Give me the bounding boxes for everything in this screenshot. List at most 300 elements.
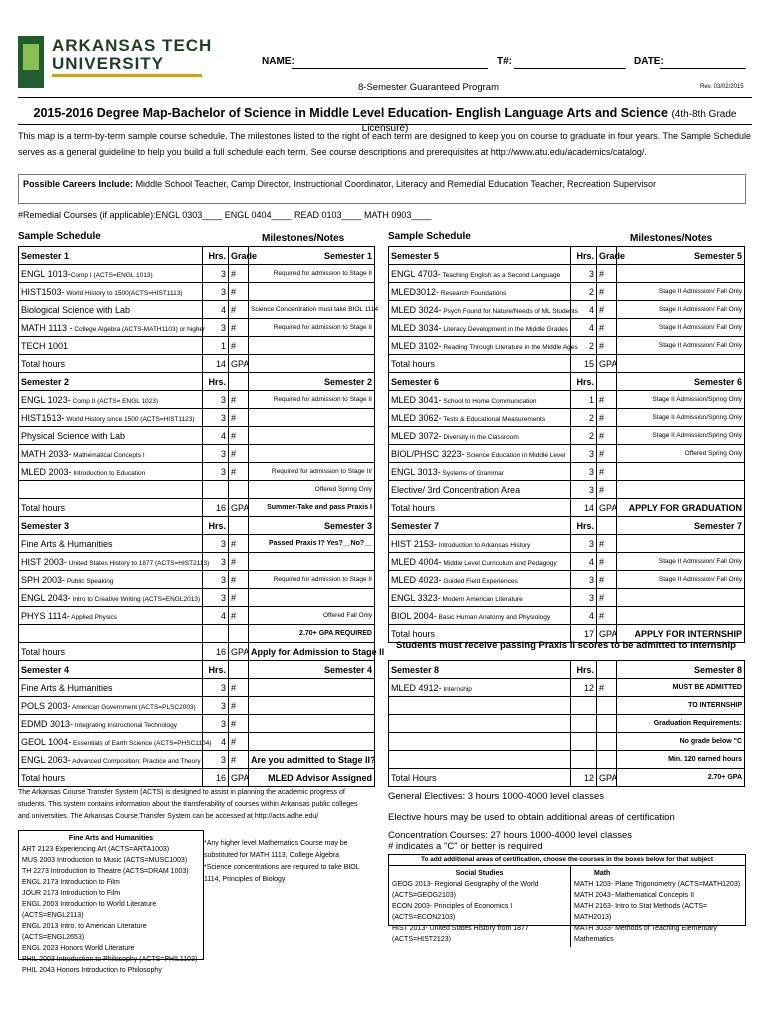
grade-cell[interactable]: # bbox=[597, 319, 617, 337]
grade-cell[interactable]: GPA bbox=[229, 355, 249, 373]
course-row bbox=[389, 715, 745, 733]
social-studies-title: Social Studies bbox=[455, 870, 504, 877]
hours-cell: 4 bbox=[203, 733, 229, 751]
course-cell: MLED 3034- Literacy Development in the Middle Grades bbox=[389, 319, 571, 337]
hours-cell: 3 bbox=[571, 589, 597, 607]
math-substitution-note: *Any higher level Mathematics Course may be substituted for MATH 1113, College Algebra bbox=[204, 840, 348, 859]
grade-cell[interactable] bbox=[597, 373, 617, 391]
grade-cell[interactable]: # bbox=[229, 535, 249, 553]
milestone-cell: Stage II Admission/Spring Only bbox=[617, 427, 745, 445]
grade-cell[interactable]: # bbox=[229, 409, 249, 427]
course-row bbox=[19, 481, 375, 499]
course-cell: Total hours bbox=[389, 355, 571, 373]
grade-cell[interactable]: # bbox=[597, 463, 617, 481]
grade-cell[interactable]: # bbox=[229, 733, 249, 751]
course-row bbox=[389, 463, 745, 481]
milestone-cell: Stage II Admission/ Fall Only bbox=[617, 553, 745, 571]
course-row bbox=[19, 265, 375, 283]
course-row bbox=[19, 355, 375, 373]
list-item: HIST 2013- United States History from 1877 (ACTS=HIST2123) bbox=[392, 925, 529, 943]
course-row bbox=[19, 427, 375, 445]
course-cell: ENGL 1013-Comp I (ACTS=ENGL 1013) bbox=[19, 265, 203, 283]
list-item: MATH 2163- Intro to Stat Methods (ACTS= MATH2013) bbox=[574, 903, 708, 921]
course-cell bbox=[389, 715, 571, 733]
t-number-field[interactable] bbox=[514, 56, 626, 69]
course-row bbox=[389, 355, 745, 373]
course-cell: Semester 3 bbox=[19, 517, 203, 535]
course-row bbox=[389, 409, 745, 427]
milestone-cell bbox=[249, 733, 375, 751]
milestone-cell: Semester 1 bbox=[249, 247, 375, 265]
grade-cell[interactable] bbox=[597, 517, 617, 535]
milestone-cell bbox=[249, 589, 375, 607]
milestone-cell: Required for admission to Stage II/ bbox=[249, 463, 375, 481]
milestone-cell bbox=[249, 697, 375, 715]
grade-cell[interactable]: # bbox=[229, 391, 249, 409]
course-cell: MLED 3072- Diversity in the Classroom bbox=[389, 427, 571, 445]
milestone-cell: Semester 2 bbox=[249, 373, 375, 391]
grade-cell[interactable]: # bbox=[229, 715, 249, 733]
grade-cell[interactable]: # bbox=[229, 607, 249, 625]
grade-cell[interactable] bbox=[229, 661, 249, 679]
grade-cell[interactable]: GPA bbox=[229, 499, 249, 517]
grade-cell[interactable]: # bbox=[597, 535, 617, 553]
grade-cell[interactable] bbox=[229, 373, 249, 391]
additional-certification-box bbox=[388, 854, 746, 943]
grade-cell[interactable]: GPA bbox=[597, 355, 617, 373]
course-cell: Biological Science with Lab bbox=[19, 301, 203, 319]
right-milestones-label: Milestones/Notes bbox=[630, 233, 713, 244]
milestone-cell bbox=[617, 589, 745, 607]
course-cell: Elective/ 3rd Concentration Area bbox=[389, 481, 571, 499]
semester-header-row bbox=[389, 373, 745, 391]
course-row bbox=[19, 463, 375, 481]
logo-underline bbox=[52, 74, 202, 77]
name-field[interactable] bbox=[292, 56, 488, 69]
grade-cell[interactable] bbox=[597, 733, 617, 751]
milestone-cell: MLED Advisor Assigned bbox=[249, 769, 375, 787]
grade-cell[interactable]: # bbox=[597, 553, 617, 571]
semester-header-row bbox=[389, 517, 745, 535]
course-cell: POLS 2003- American Government (ACTS=PLSC2003) bbox=[19, 697, 203, 715]
milestone-cell: Stage II Admission/Spring Only bbox=[617, 391, 745, 409]
course-row bbox=[389, 571, 745, 589]
hours-cell: Hrs. bbox=[203, 517, 229, 535]
course-cell bbox=[19, 481, 203, 499]
course-cell: Semester 2 bbox=[19, 373, 203, 391]
grade-cell[interactable]: GPA bbox=[597, 499, 617, 517]
course-row bbox=[19, 391, 375, 409]
grade-cell[interactable]: # bbox=[597, 301, 617, 319]
milestone-cell bbox=[617, 355, 745, 373]
grade-cell[interactable]: # bbox=[597, 337, 617, 355]
grade-cell[interactable]: # bbox=[229, 553, 249, 571]
grade-cell[interactable]: # bbox=[229, 697, 249, 715]
hours-cell: 4 bbox=[571, 607, 597, 625]
hours-cell: 3 bbox=[571, 265, 597, 283]
course-row bbox=[389, 607, 745, 625]
milestone-cell: Min. 120 earned hours bbox=[617, 751, 745, 769]
course-cell: GEOL 1004- Essentials of Earth Science (ACTS=PHSC1104) bbox=[19, 733, 203, 751]
milestone-cell: Required for admission to Stage II bbox=[249, 265, 375, 283]
course-cell: EDMD 3013- Integrating Instructional Technology bbox=[19, 715, 203, 733]
intro-text: This map is a term-by-term sample course schedule. The milestones listed to the right of each term are designed to keep you on course to graduate in four years. The Sample Schedule serves as a general guideline to help you build a full schedule each term. See course descriptions and prerequisites at http://www.atu.edu/academics/catalog/. bbox=[18, 131, 752, 157]
revision-date: Rev. 03/02/2015 bbox=[700, 84, 744, 90]
grade-cell[interactable]: # bbox=[597, 409, 617, 427]
hours-cell bbox=[203, 625, 229, 643]
milestone-cell: MUST BE ADMITTED bbox=[617, 679, 745, 697]
list-item: MATH 2043- Mathematical Concepts II bbox=[574, 892, 695, 899]
grade-cell[interactable]: # bbox=[597, 283, 617, 301]
divider bbox=[18, 124, 752, 125]
hours-cell: 3 bbox=[203, 265, 229, 283]
hours-cell: 16 bbox=[203, 769, 229, 787]
milestone-cell: Offered Fall Only bbox=[249, 607, 375, 625]
course-cell: ENGL 3323- Modern American Literature bbox=[389, 589, 571, 607]
list-item: MATH 1203- Plane Trigonometry (ACTS=MATH1203) bbox=[574, 881, 741, 888]
hours-cell: 3 bbox=[571, 571, 597, 589]
milestone-cell bbox=[617, 607, 745, 625]
course-cell: MATH 2033- Mathematical Concepts I bbox=[19, 445, 203, 463]
hours-cell: 3 bbox=[203, 319, 229, 337]
course-row bbox=[389, 283, 745, 301]
hours-cell: Hrs. bbox=[571, 517, 597, 535]
course-cell: Physical Science with Lab bbox=[19, 427, 203, 445]
course-cell: Semester 7 bbox=[389, 517, 571, 535]
hours-cell: Hrs. bbox=[571, 373, 597, 391]
hours-cell: 3 bbox=[203, 679, 229, 697]
hours-cell: 3 bbox=[571, 445, 597, 463]
course-cell: Fine Arts & Humanities bbox=[19, 679, 203, 697]
milestone-cell: Semester 7 bbox=[617, 517, 745, 535]
course-row bbox=[19, 589, 375, 607]
grade-cell[interactable]: # bbox=[229, 301, 249, 319]
milestone-cell bbox=[617, 265, 745, 283]
course-row bbox=[389, 535, 745, 553]
grade-cell[interactable]: # bbox=[229, 463, 249, 481]
list-item: ENGL 2173 Introduction to Film bbox=[22, 879, 120, 886]
hours-cell: 4 bbox=[571, 301, 597, 319]
course-row bbox=[19, 409, 375, 427]
milestone-cell bbox=[249, 283, 375, 301]
course-cell: MLED3012- Research Foundations bbox=[389, 283, 571, 301]
semester-header-row bbox=[19, 517, 375, 535]
date-field[interactable] bbox=[660, 56, 746, 69]
course-cell: Total hours bbox=[19, 355, 203, 373]
course-row bbox=[389, 679, 745, 697]
grade-cell[interactable] bbox=[229, 625, 249, 643]
hours-cell: 12 bbox=[571, 769, 597, 787]
grade-cell[interactable]: # bbox=[229, 337, 249, 355]
course-cell: Total hours bbox=[389, 625, 571, 643]
list-item: PHIL 2043 Honors Introduction to Philosophy bbox=[22, 967, 162, 974]
name-label: NAME: bbox=[262, 56, 295, 67]
grade-cell[interactable]: # bbox=[597, 445, 617, 463]
hours-cell: 2 bbox=[571, 409, 597, 427]
grade-cell[interactable]: GPA bbox=[597, 625, 617, 643]
milestone-cell: Required for admission to Stage II bbox=[249, 391, 375, 409]
course-row bbox=[19, 733, 375, 751]
hours-cell: 3 bbox=[571, 535, 597, 553]
grade-cell[interactable] bbox=[597, 715, 617, 733]
semester-header-row bbox=[19, 247, 375, 265]
course-cell: MLED 4023- Guided Field Experiences bbox=[389, 571, 571, 589]
course-cell: HIST1513- World History since 1500 (ACTS=HIST1123) bbox=[19, 409, 203, 427]
course-cell: MLED 2003- Introduction to Education bbox=[19, 463, 203, 481]
course-row bbox=[389, 265, 745, 283]
course-cell: ENGL 3013- Systems of Grammar bbox=[389, 463, 571, 481]
milestone-cell: Stage II Admission/Spring Only bbox=[617, 409, 745, 427]
milestone-cell: APPLY FOR INTERNSHIP bbox=[617, 625, 745, 643]
additional-certification-title: To add additional areas of certification, choose the courses in the boxes below for that subject bbox=[389, 855, 745, 866]
left-schedule-table bbox=[18, 246, 385, 787]
course-row bbox=[19, 319, 375, 337]
semester-header-row bbox=[19, 373, 375, 391]
course-row bbox=[19, 499, 375, 517]
hours-cell bbox=[571, 751, 597, 769]
course-cell: SPH 2003- Public Speaking bbox=[19, 571, 203, 589]
grade-cell[interactable]: # bbox=[229, 319, 249, 337]
hours-cell: 2 bbox=[571, 337, 597, 355]
hours-cell bbox=[571, 715, 597, 733]
course-row bbox=[389, 481, 745, 499]
hours-cell: 3 bbox=[203, 535, 229, 553]
milestone-cell: Passed Praxis I? Yes?__No?__ bbox=[249, 535, 375, 553]
milestone-cell: Semester 6 bbox=[617, 373, 745, 391]
course-row bbox=[19, 625, 375, 643]
course-cell: Semester 1 bbox=[19, 247, 203, 265]
course-cell: ENGL 2043- Intro to Creative Writing (ACTS=ENGL2013) bbox=[19, 589, 203, 607]
grade-cell[interactable]: # bbox=[597, 391, 617, 409]
milestone-cell: Semester 4 bbox=[249, 661, 375, 679]
course-cell: BIOL 2004- Basic Human Anatomy and Physiology bbox=[389, 607, 571, 625]
hours-cell: 4 bbox=[203, 607, 229, 625]
hours-cell: Hrs. bbox=[203, 661, 229, 679]
hours-cell: 3 bbox=[571, 463, 597, 481]
grade-cell[interactable]: GPA bbox=[229, 769, 249, 787]
milestone-cell: Stage II Admission/ Fall Only bbox=[617, 571, 745, 589]
grade-cell[interactable]: # bbox=[229, 751, 249, 769]
course-row bbox=[389, 553, 745, 571]
grade-cell[interactable] bbox=[597, 751, 617, 769]
hours-cell: 4 bbox=[571, 553, 597, 571]
course-row bbox=[389, 697, 745, 715]
list-item: GEOG 2013- Regional Geography of the World (ACTS=GEOG2103) bbox=[392, 881, 539, 899]
hours-cell: 3 bbox=[203, 571, 229, 589]
hours-cell: 1 bbox=[203, 337, 229, 355]
course-row bbox=[19, 337, 375, 355]
grade-cell[interactable]: # bbox=[229, 283, 249, 301]
milestone-cell: TO INTERNSHIP bbox=[617, 697, 745, 715]
hours-cell bbox=[571, 733, 597, 751]
list-item: TH 2273 Introduction to Theatre (ACTS=DRAM 1003) bbox=[22, 868, 189, 875]
list-item: ART 2123 Experiencing Art (ACTS=ARTA1003) bbox=[22, 846, 170, 853]
course-cell: HIST 2153- Introduction to Arkansas History bbox=[389, 535, 571, 553]
course-row bbox=[389, 751, 745, 769]
grade-cell[interactable]: GPA bbox=[597, 769, 617, 787]
right-sample-schedule-label: Sample Schedule bbox=[388, 231, 471, 242]
course-cell: BIOL/PHSC 3223- Science Education in Middle Level bbox=[389, 445, 571, 463]
hours-cell bbox=[203, 481, 229, 499]
science-concentration-note: *Science concentrations are required to take BIOL 1114, Principles of Biology bbox=[204, 864, 360, 883]
hours-cell: 15 bbox=[571, 355, 597, 373]
grade-cell[interactable]: Grade bbox=[597, 247, 617, 265]
course-cell: ENGL 2063- Advanced Composition: Practice and Theory bbox=[19, 751, 203, 769]
milestone-cell: Stage II Admission/ Fall Only bbox=[617, 301, 745, 319]
course-row bbox=[389, 337, 745, 355]
list-item: ECON 2003- Principles of Economics I (ACTS=ECON2103) bbox=[392, 903, 513, 921]
milestone-cell bbox=[249, 355, 375, 373]
milestone-cell: Required for admission to Stage II bbox=[249, 319, 375, 337]
course-row bbox=[389, 589, 745, 607]
list-item: MUS 2003 Introduction to Music (ACTS=MUSC1003) bbox=[22, 857, 188, 864]
praxis-note: Students must receive passing Praxis II scores to be admitted to Internship bbox=[396, 640, 736, 651]
remedial-courses: #Remedial Courses (if applicable):ENGL 0303____ ENGL 0404____ READ 0103____ MATH 0903____ bbox=[18, 210, 432, 220]
grade-cell[interactable] bbox=[597, 661, 617, 679]
hours-cell: 2 bbox=[571, 283, 597, 301]
milestone-cell bbox=[249, 427, 375, 445]
milestone-cell: Stage II Admission/ Fall Only bbox=[617, 337, 745, 355]
hours-cell: 16 bbox=[203, 643, 229, 661]
hours-cell: 14 bbox=[203, 355, 229, 373]
course-cell bbox=[389, 697, 571, 715]
hours-cell: 3 bbox=[203, 409, 229, 427]
hours-cell: 3 bbox=[203, 391, 229, 409]
grade-cell[interactable]: # bbox=[229, 679, 249, 697]
grade-cell[interactable]: # bbox=[229, 571, 249, 589]
hours-cell: 4 bbox=[203, 301, 229, 319]
milestone-cell bbox=[249, 553, 375, 571]
course-cell bbox=[19, 625, 203, 643]
course-cell: Semester 8 bbox=[389, 661, 571, 679]
course-cell: HIST1503- World History to 1500(ACTS=HIST1113) bbox=[19, 283, 203, 301]
grade-cell[interactable]: # bbox=[597, 265, 617, 283]
course-cell: MLED 3102- Reading Through Literature in the Middle Ages bbox=[389, 337, 571, 355]
course-row bbox=[389, 391, 745, 409]
course-cell: Semester 6 bbox=[389, 373, 571, 391]
course-cell: Total hours bbox=[389, 499, 571, 517]
course-row bbox=[19, 301, 375, 319]
course-row bbox=[389, 733, 745, 751]
milestone-cell bbox=[249, 715, 375, 733]
course-row bbox=[19, 697, 375, 715]
right-schedule-table bbox=[388, 246, 745, 643]
course-cell: Total Hours bbox=[389, 769, 571, 787]
course-cell: ENGL 1023- Comp II (ACTS= ENGL 1023) bbox=[19, 391, 203, 409]
course-cell: MLED 3062- Tests & Educational Measurements bbox=[389, 409, 571, 427]
university-logo-tower-icon bbox=[18, 36, 44, 88]
course-cell: HIST 2003- United States History to 1877 (ACTS=HIST2113) bbox=[19, 553, 203, 571]
hours-cell: Hrs. bbox=[203, 247, 229, 265]
semester-header-row bbox=[19, 661, 375, 679]
grade-cell[interactable] bbox=[229, 517, 249, 535]
course-row bbox=[19, 715, 375, 733]
list-item: ENGL 2013 Intro. to American Literature (ACTS=ENGL2653) bbox=[22, 923, 147, 941]
milestone-cell: Apply for Admission to Stage II bbox=[249, 643, 375, 661]
grade-cell[interactable]: # bbox=[597, 589, 617, 607]
course-cell bbox=[389, 733, 571, 751]
milestone-cell: Semester 5 bbox=[617, 247, 745, 265]
course-row bbox=[19, 607, 375, 625]
course-row bbox=[19, 445, 375, 463]
course-cell: MATH 1113 - College Algebra (ACTS-MATH1103) or higher bbox=[19, 319, 203, 337]
course-row bbox=[19, 679, 375, 697]
grade-cell[interactable]: # bbox=[597, 679, 617, 697]
hours-cell: Hrs. bbox=[571, 661, 597, 679]
list-item: ENGL 2023 Honors World Literature bbox=[22, 945, 135, 952]
course-row bbox=[389, 499, 745, 517]
course-row bbox=[19, 535, 375, 553]
milestone-cell bbox=[617, 481, 745, 499]
concentration-courses: Concentration Courses: 27 hours 1000-4000 level classes bbox=[388, 830, 632, 841]
social-studies-list bbox=[392, 879, 567, 945]
list-item: JOUR 2173 Introduction to Film bbox=[22, 890, 121, 897]
grade-cell[interactable]: # bbox=[597, 571, 617, 589]
milestone-cell: Graduation Requirements: bbox=[617, 715, 745, 733]
c-grade-note: # indicates a "C" or better is required bbox=[388, 841, 543, 852]
semester-header-row bbox=[389, 247, 745, 265]
grade-cell[interactable]: GPA bbox=[229, 643, 249, 661]
grade-cell[interactable]: # bbox=[597, 607, 617, 625]
hours-cell: Hrs. bbox=[203, 373, 229, 391]
course-row bbox=[389, 769, 745, 787]
course-cell: MLED 4912- Internship bbox=[389, 679, 571, 697]
math-title: Math bbox=[594, 870, 611, 877]
hours-cell: 3 bbox=[203, 283, 229, 301]
course-cell: TECH 1001 bbox=[19, 337, 203, 355]
hours-cell: 3 bbox=[203, 445, 229, 463]
milestone-cell: 2.70+ GPA bbox=[617, 769, 745, 787]
grade-cell[interactable]: Grade bbox=[229, 247, 249, 265]
semester-header-row bbox=[389, 661, 745, 679]
grade-cell[interactable]: # bbox=[597, 481, 617, 499]
grade-cell[interactable] bbox=[229, 481, 249, 499]
fine-arts-title: Fine Arts and Humanities bbox=[68, 835, 154, 842]
grade-cell[interactable]: # bbox=[229, 589, 249, 607]
course-row bbox=[389, 301, 745, 319]
acts-note: The Arkansas Course Transfer System (ACTS) is designed to assist in planning the academic progress of students. This system contains information about the transferability of courses within Arkansas public colleges and universities. The Arkansas Course Transfer System can be accessed at http://acts.adhe.edu/ bbox=[18, 789, 358, 820]
milestone-cell: Are you admitted to Stage II? bbox=[249, 751, 375, 769]
grade-cell[interactable]: # bbox=[597, 427, 617, 445]
milestone-cell: Semester 3 bbox=[249, 517, 375, 535]
hours-cell: 1 bbox=[571, 391, 597, 409]
milestone-cell bbox=[249, 337, 375, 355]
milestone-cell: Semester 8 bbox=[617, 661, 745, 679]
course-cell: Fine Arts & Humanities bbox=[19, 535, 203, 553]
course-cell: Total hours bbox=[19, 769, 203, 787]
milestone-cell: Science Concentration must take BIOL 1114 bbox=[249, 301, 375, 319]
hours-cell: 12 bbox=[571, 679, 597, 697]
milestone-cell: Summer-Take and pass Praxis I bbox=[249, 499, 375, 517]
hours-cell: 3 bbox=[203, 697, 229, 715]
list-item: MATH 3033- Methods of Teaching Elementary Mathematics bbox=[574, 925, 717, 943]
milestone-cell: 2.70+ GPA REQUIRED bbox=[249, 625, 375, 643]
grade-cell[interactable] bbox=[597, 697, 617, 715]
grade-cell[interactable]: # bbox=[229, 265, 249, 283]
hours-cell: 4 bbox=[571, 319, 597, 337]
grade-cell[interactable]: # bbox=[229, 445, 249, 463]
careers-box: Possible Careers Include: Middle School Teacher, Camp Director, Instructional Coordinator, Literacy and Remedial Education Teacher, Recreation Supervisor bbox=[18, 174, 746, 204]
course-row bbox=[19, 571, 375, 589]
course-cell: MLED 3024- Psych Found for Nature/Needs of ML Students bbox=[389, 301, 571, 319]
left-milestones-label: Milestones/Notes bbox=[262, 233, 345, 244]
milestone-cell: APPLY FOR GRADUATION bbox=[617, 499, 745, 517]
grade-cell[interactable]: # bbox=[229, 427, 249, 445]
course-cell: Total hours bbox=[19, 643, 203, 661]
hours-cell: 14 bbox=[571, 499, 597, 517]
milestone-cell bbox=[617, 535, 745, 553]
fine-arts-list bbox=[22, 844, 200, 976]
